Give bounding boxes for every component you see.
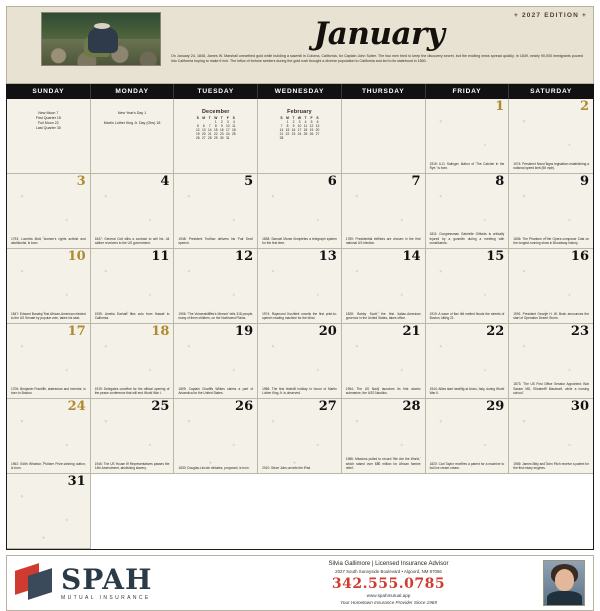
day-number: 28 xyxy=(402,399,421,414)
mini-month-table: S M T W T F S 1 2 3 4 5 6 7 8 9 10 11 12 13 14 15 16 17 18 19 20 21 22 23 24 25 26 27 28 29 30 31 xyxy=(195,116,236,141)
day-number: 9 xyxy=(579,174,589,189)
day-fact: 1830: Douglas-Lincoln debates, proposed, is born. xyxy=(178,465,250,470)
day-number: 26 xyxy=(235,399,254,414)
day-number: 6 xyxy=(327,174,337,189)
day-fact: 1919: Delegates convene for the official opening of the peace conference that will end World War I. xyxy=(94,386,170,395)
calendar-cell-day-31[interactable] xyxy=(7,474,91,549)
day-number: 2 xyxy=(579,99,589,114)
dow-saturday: SATURDAY xyxy=(530,88,573,95)
calendar-cell-day-4[interactable] xyxy=(91,174,175,249)
day-fact: 1828: Bobby Scott, the first Italian-American governor in the United States, takes office. xyxy=(345,311,421,320)
day-fact: 1847: General Colt wins a contract to sell his .44 caliber revolvers to the US government. xyxy=(94,236,170,245)
day-number: 24 xyxy=(67,399,86,414)
holiday-notes: New Year's Day 1 Martin Luther King Jr. Day (Obs) 18 xyxy=(103,111,161,125)
day-number: 11 xyxy=(151,249,170,264)
ad-contact-block xyxy=(240,561,537,605)
calendar-cell-day-13[interactable] xyxy=(258,249,342,324)
dow-friday: FRIDAY xyxy=(426,84,510,99)
day-fact: 1948: President Truman delivers his 'Fair Deal' speech. xyxy=(178,236,254,245)
calendar-cell-day-6[interactable] xyxy=(258,174,342,249)
day-fact: 1847: Edward Bonaby, first African-American elected to the US Senate by popular vote, takes his seat. xyxy=(11,311,86,320)
calendar-cell-day-26[interactable] xyxy=(174,399,258,474)
mini-month-name: February xyxy=(287,109,312,115)
mini-week-row: 5 6 7 8 9 10 11 xyxy=(196,124,236,129)
day-fact: 2010: Steve Jobs unveils the iPad. xyxy=(262,465,312,470)
day-fact: 1974: Raymond Kurzweil unveils the first print-to-speech reading machine for the blind. xyxy=(262,311,337,320)
day-fact: 1919: A wave of flax hot melted floods the streets of Boston, killing 21. xyxy=(429,311,505,320)
spah-logo xyxy=(15,563,240,603)
mini-week-row: 28 xyxy=(279,136,284,141)
day-number: 3 xyxy=(76,174,86,189)
day-number: 14 xyxy=(402,249,421,264)
day-fact: 1944: Allies start landing at Anzio, Italy, during World War II. xyxy=(429,386,505,395)
day-fact: 1991: President George H. W. Bush announces the start of Operation Desert Storm. xyxy=(513,311,589,320)
advertisement-footer xyxy=(6,555,594,611)
mini-week-row: 14 15 16 17 18 19 20 xyxy=(279,128,320,133)
calendar-cell-day-10[interactable] xyxy=(7,249,91,324)
calendar-cell-day-25[interactable] xyxy=(91,399,175,474)
day-number: 12 xyxy=(235,249,254,264)
calendar-cell-day-8[interactable] xyxy=(426,174,510,249)
calendar-cell-blank[interactable] xyxy=(7,99,91,174)
day-fact: 1965: James Bitty and John Fitch receive a patent for the first rotary engines. xyxy=(513,461,589,470)
mini-week-row: 21 22 23 24 25 26 27 xyxy=(279,132,320,137)
day-fact: 1962: Edith Wharton, Pulitzer Prize-winning author, is born. xyxy=(11,461,86,470)
photo-hat xyxy=(94,23,110,29)
calendar-cell-day-19[interactable] xyxy=(174,324,258,399)
day-number: 4 xyxy=(160,174,170,189)
agent-avatar xyxy=(543,560,585,606)
month-title: January xyxy=(313,16,445,52)
ad-address: 2027 South Sunnyside Boulevard • Algoord, NM 87056 xyxy=(335,569,442,574)
calendar-cell-day-23[interactable] xyxy=(509,324,593,399)
calendar-cell-day-12[interactable] xyxy=(174,249,258,324)
mini-month-0 xyxy=(177,109,254,141)
calendar-cell-day-29[interactable] xyxy=(426,399,510,474)
calendar-cell-day-17[interactable] xyxy=(7,324,91,399)
mini-week-row: 26 27 28 29 30 31 xyxy=(195,136,230,141)
day-fact: 1935: Amelia Earhart flies solo from Hawaii to California. xyxy=(94,311,170,320)
day-number: 21 xyxy=(402,324,421,339)
dow-thursday: THURSDAY xyxy=(342,84,426,99)
calendar-cell-day-2[interactable] xyxy=(509,99,593,174)
mini-week-row: 1 2 3 4 5 6 xyxy=(286,120,319,125)
gold-panning-photo xyxy=(41,12,161,66)
day-number: 27 xyxy=(318,399,337,414)
calendar-cell-day-22[interactable] xyxy=(426,324,510,399)
calendar-cell-blank[interactable] xyxy=(258,99,342,174)
day-number: 22 xyxy=(486,324,505,339)
header-text-block xyxy=(161,7,593,83)
day-fact: 1820: Carl Taylor receives a patent for a machine to boil ice cream cream. xyxy=(429,461,505,470)
day-number: 5 xyxy=(244,174,254,189)
header-intro-text: On January 24, 1848, James W. Marshall unearthed gold while building a sawmill in Coloma, California, for Captain John Sutter. The two men tried to keep the discovery secret, but the exciting news spread quickly. In 1849, nearly 90,000 immigrants poured into California hoping to make it rich. The influx of fortune seekers during the gold rush brought a diverse population to California and led to its statehood in 1850. xyxy=(171,54,583,64)
day-fact: 1873: 'The US First Office Senator Appointed: Bob Sasser MD, Elizabeth Blackwell, while a nursing school.' xyxy=(513,382,589,395)
day-fact: 1809: Captain Charles Wilkes claims a part of Antarctica for the United States. xyxy=(178,386,254,395)
mini-month-table: S M T W T F S 1 2 3 4 5 6 7 8 9 10 11 12 13 14 15 16 17 18 19 20 21 22 23 24 25 26 27 28 xyxy=(279,116,320,141)
day-number: 29 xyxy=(486,399,505,414)
day-number: 17 xyxy=(67,324,86,339)
day-fact: 1954: The US Navy launches its first atomic submarine, the USS Nautilus. xyxy=(345,386,421,395)
logo-name: SPAH xyxy=(61,562,153,596)
mini-month-1 xyxy=(261,109,338,141)
calendar-cell-day-3[interactable] xyxy=(7,174,91,249)
day-fact: 1806: The Phantom of the Opera composer Cats on the longest-running show in Broadway history. xyxy=(513,236,589,245)
dow-wednesday: WEDNESDAY xyxy=(258,84,342,99)
day-number: 1 xyxy=(495,99,505,114)
day-of-week-header xyxy=(6,84,594,99)
dow-tuesday: TUESDAY xyxy=(174,84,258,99)
day-fact: 1706: Benjamin Franklin, statesman and inventor, is born in Boston. xyxy=(11,386,86,395)
agent-line: Silvia Gallimore | Licensed Insurance Advisor xyxy=(328,561,449,567)
moon-phase-notes: New Moon 7 First Quarter 15 Full Moon 22 Last Quarter 30 xyxy=(35,111,61,130)
edition-label: + 2027 EDITION + xyxy=(513,12,587,19)
logo-subtitle: MUTUAL INSURANCE xyxy=(61,594,151,601)
day-number: 13 xyxy=(318,249,337,264)
calendar-grid xyxy=(6,99,594,550)
day-number: 23 xyxy=(570,324,589,339)
mini-month-name: December xyxy=(201,109,230,115)
calendar-cell-blank[interactable] xyxy=(91,99,175,174)
calendar-cell-day-21[interactable] xyxy=(342,324,426,399)
day-number: 25 xyxy=(151,399,170,414)
dow-monday: MONDAY xyxy=(91,84,175,99)
day-fact: 1946: The US House of Representatives passes the 14th Amendment, abolishing slavery. xyxy=(94,461,170,470)
ad-website[interactable]: www.spahmutual.app xyxy=(366,593,411,598)
day-fact: 1789: Presidential electors are chosen in the first national US election. xyxy=(345,236,421,245)
day-fact: 1919: U.D. Salinger, author of 'The Catcher in the Rye,' is born. xyxy=(429,161,505,170)
day-number: 31 xyxy=(67,474,86,489)
calendar-cell-day-9[interactable] xyxy=(509,174,593,249)
calendar-cell-blank[interactable] xyxy=(342,99,426,174)
calendar-cell-day-14[interactable] xyxy=(342,249,426,324)
day-fact: 1974: President Nixon signs legislation establishing a national speed limit (55 mph). xyxy=(513,161,589,170)
calendar-cell-day-7[interactable] xyxy=(342,174,426,249)
day-fact: 1986: The first federal holiday in honor of Martin Luther King Jr. is observed. xyxy=(262,386,337,395)
dow-sunday: SUNDAY xyxy=(7,84,91,99)
day-number: 8 xyxy=(495,174,505,189)
calendar-cell-blank[interactable] xyxy=(174,99,258,174)
day-fact: 1793: Lucretia Mott, women's rights activist and abolitionist, is born. xyxy=(11,236,86,245)
calendar-cell-day-16[interactable] xyxy=(509,249,593,324)
day-number: 18 xyxy=(151,324,170,339)
mini-week-row: 7 8 9 10 11 12 13 xyxy=(280,124,320,129)
day-fact: 1906: 'The Vulnerabilities's Memoir' tells 318 people, many of them children, on the Northwest Plains. xyxy=(178,311,254,320)
calendar-cell-day-28[interactable] xyxy=(342,399,426,474)
mini-week-row: 12 13 14 15 16 17 18 xyxy=(195,128,236,133)
ad-phone[interactable]: 342.555.0785 xyxy=(331,576,446,592)
calendar-cell-day-5[interactable] xyxy=(174,174,258,249)
photo-person xyxy=(88,27,118,53)
day-number: 16 xyxy=(570,249,589,264)
day-fact: 1986: Missions pulled to record 'We Are the World,' which raised over $80 million for African famine relief. xyxy=(345,457,421,470)
calendar-cell-day-11[interactable] xyxy=(91,249,175,324)
calendar-cell-day-1[interactable] xyxy=(426,99,510,174)
logo-mark-icon xyxy=(15,563,55,603)
day-number: 10 xyxy=(67,249,86,264)
calendar-cell-day-15[interactable] xyxy=(426,249,510,324)
logo-text xyxy=(61,562,153,601)
calendar-header xyxy=(6,6,594,84)
calendar-cell-day-18[interactable] xyxy=(91,324,175,399)
day-number: 30 xyxy=(570,399,589,414)
calendar-cell-day-30[interactable] xyxy=(509,399,593,474)
calendar-cell-day-24[interactable] xyxy=(7,399,91,474)
mini-week-row: 19 20 21 22 23 24 25 xyxy=(195,132,236,137)
day-fact: 1811: Congressman Gabrielle Giffords is critically injured by a gunman during a meeting with constituents. xyxy=(429,232,505,245)
mini-week-row: 1 2 3 4 xyxy=(214,120,235,125)
day-number: 15 xyxy=(486,249,505,264)
day-fact: 1838: Samuel Morse completes a telegraph system for the first time. xyxy=(262,236,337,245)
calendar-cell-day-27[interactable] xyxy=(258,399,342,474)
day-number: 7 xyxy=(411,174,421,189)
day-number: 20 xyxy=(318,324,337,339)
calendar-cell-day-20[interactable] xyxy=(258,324,342,399)
day-number: 19 xyxy=(235,324,254,339)
ad-tagline: Your Hometown Insurance Provider Since 1969 xyxy=(340,600,437,605)
